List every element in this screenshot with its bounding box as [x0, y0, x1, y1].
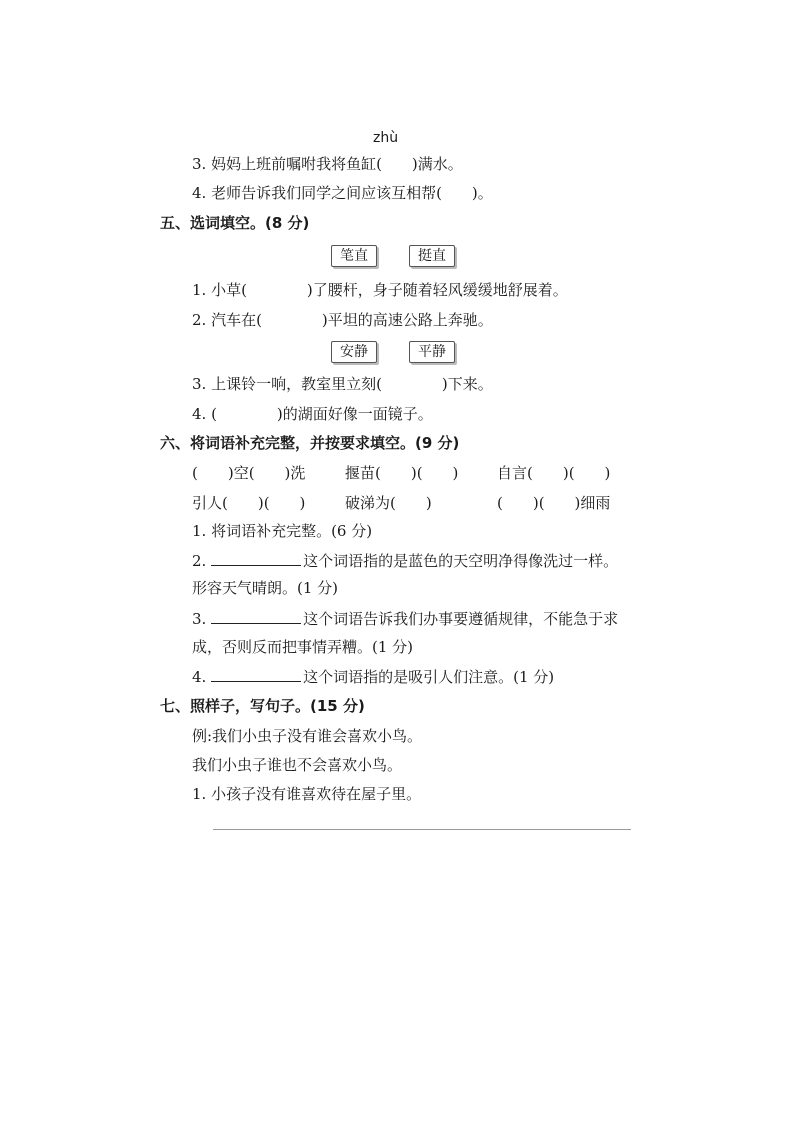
- word-choice-box: 挺直: [409, 245, 455, 267]
- fill-blank-item: [192, 608, 618, 629]
- idiom-cell: ( )( )细雨: [497, 494, 611, 512]
- example-sentence: 例:我们小虫子没有谁会喜欢小鸟。: [192, 727, 423, 745]
- item-number: 2.: [192, 552, 207, 570]
- question-item: 4. 老师告诉我们同学之间应该互相帮( )。: [192, 184, 493, 202]
- section-heading: 五、选词填空。(8 分): [160, 214, 310, 232]
- item-continuation: 形容天气晴朗。(1 分): [192, 579, 339, 597]
- word-choice-box: 安静: [331, 341, 377, 363]
- word-choice-box: 平静: [409, 341, 455, 363]
- answer-blank[interactable]: [211, 666, 301, 682]
- answer-blank[interactable]: [211, 608, 301, 624]
- question-item: 3. 上课铃一响，教室里立刻( )下来。: [192, 375, 493, 393]
- item-continuation: 成，否则反而把事情弄糟。(1 分): [192, 638, 414, 656]
- question-item: 1. 小孩子没有谁喜欢待在屋子里。: [192, 785, 422, 803]
- example-answer: 我们小虫子谁也不会喜欢小鸟。: [192, 756, 403, 774]
- item-text: 这个词语指的是吸引人们注意。(1 分): [303, 668, 555, 686]
- pinyin-hint: zhù: [373, 130, 399, 146]
- idiom-cell: 揠苗( )( ): [345, 464, 459, 482]
- question-item: 1. 将词语补充完整。(6 分): [192, 522, 373, 540]
- fill-blank-item: [192, 666, 554, 687]
- idiom-cell: 引人( )( ): [192, 494, 306, 512]
- section-heading: 六、将词语补充完整，并按要求填空。(9 分): [160, 434, 460, 452]
- question-item: 4. ( )的湖面好像一面镜子。: [192, 405, 433, 423]
- idiom-cell: 破涕为( ): [345, 494, 432, 512]
- item-text: 这个词语告诉我们办事要遵循规律，不能急于求: [303, 610, 619, 628]
- idiom-cell: 自言( )( ): [497, 464, 611, 482]
- question-item: 2. 汽车在( )平坦的高速公路上奔驰。: [192, 311, 493, 329]
- question-item: 1. 小草( )了腰杆，身子随着轻风缓缓地舒展着。: [192, 281, 568, 299]
- item-number: 3.: [192, 610, 207, 628]
- question-item: 3. 妈妈上班前嘱咐我将鱼缸( )满水。: [192, 155, 463, 173]
- fill-blank-item: [192, 550, 618, 571]
- idiom-cell: ( )空( )洗: [192, 464, 306, 482]
- answer-line[interactable]: [213, 829, 631, 830]
- section-heading: 七、照样子，写句子。(15 分): [160, 697, 365, 715]
- answer-blank[interactable]: [211, 550, 301, 566]
- word-choice-box: 笔直: [331, 245, 377, 267]
- item-number: 4.: [192, 668, 207, 686]
- item-text: 这个词语指的是蓝色的天空明净得像洗过一样。: [303, 552, 619, 570]
